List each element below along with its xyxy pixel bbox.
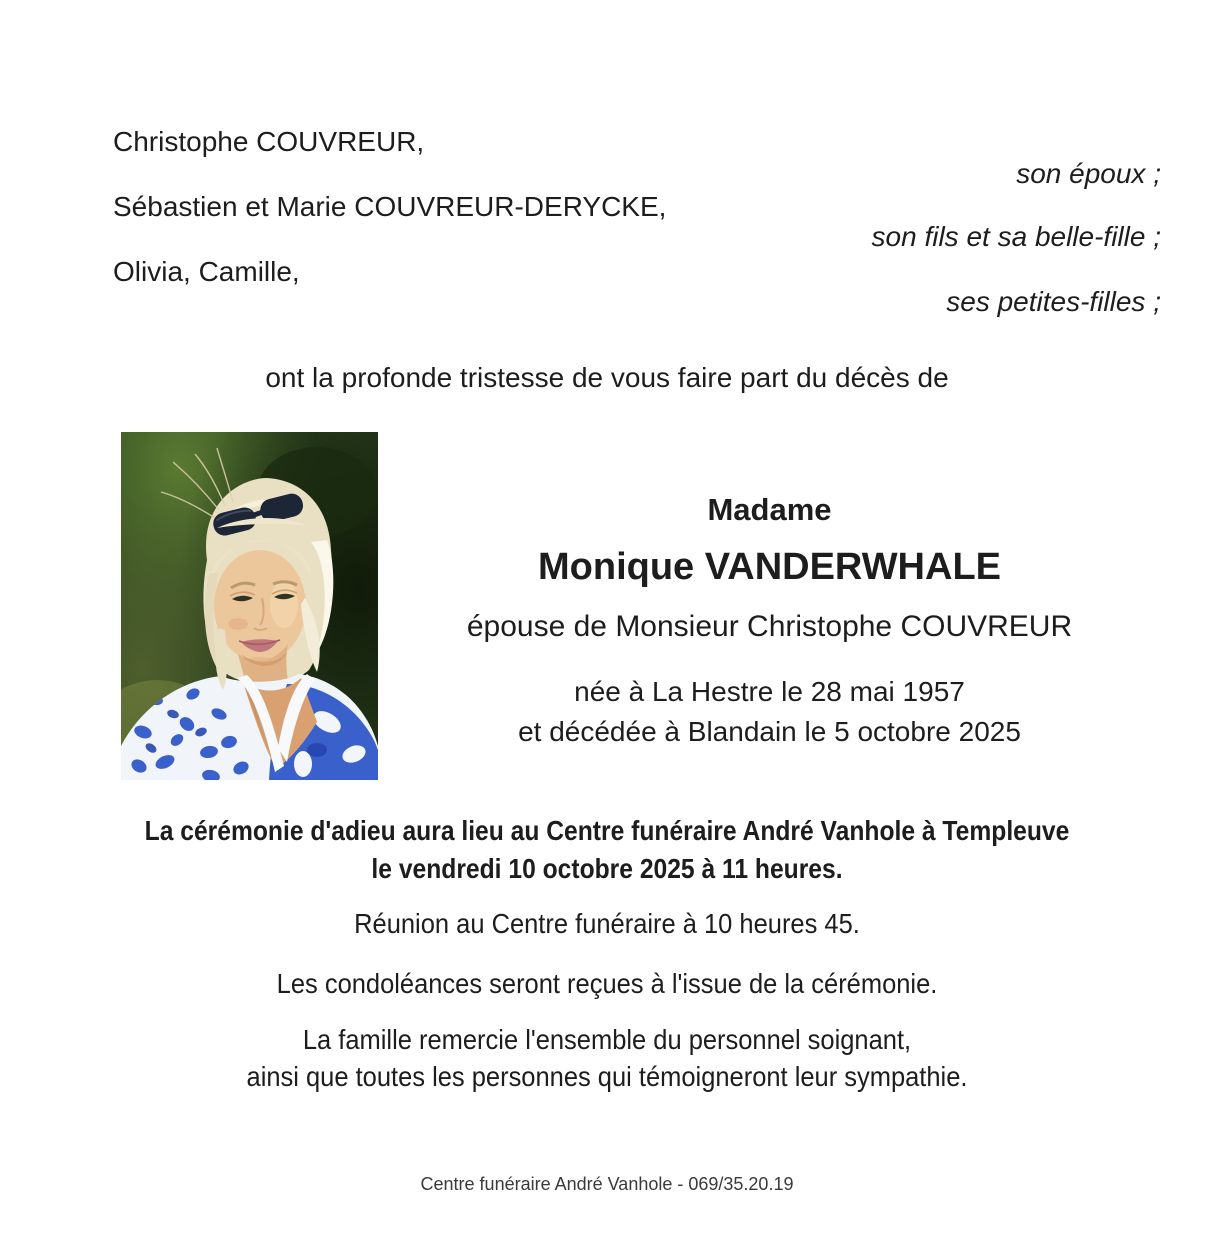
spouse-line: épouse de Monsieur Christophe COUVREUR [466, 610, 1073, 643]
family-member-line: Sébastien et Marie COUVREUR-DERYCKE, [113, 191, 667, 222]
portrait-illustration [121, 432, 378, 780]
ceremony-line-2: le vendredi 10 octobre 2025 à 11 heures. [371, 853, 843, 884]
family-member-line: Christophe COUVREUR, [113, 126, 425, 157]
meeting-line: Réunion au Centre funéraire à 10 heures 45. [354, 908, 860, 939]
deceased-photo [121, 432, 378, 780]
thanks-line-1: La famille remercie l'ensemble du personnel soignant, [302, 1024, 912, 1055]
thanks-block [55, 1021, 1160, 1095]
funeral-home-footer: Centre funéraire André Vanhole - 069/35.20.19 [420, 1174, 794, 1194]
ceremony-line-1: La cérémonie d'adieu aura lieu au Centre funéraire André Vanhole à Templeuve [144, 815, 1070, 846]
condolences-line: Les condoléances seront reçues à l'issue de la cérémonie. [276, 968, 938, 999]
relation-line: son fils et sa belle-fille ; [871, 221, 1161, 252]
relation-line: son époux ; [1016, 158, 1161, 189]
ceremony-block [73, 812, 1141, 888]
deceased-title: Madame [707, 492, 832, 527]
family-member-line: Olivia, Camille, [113, 256, 300, 287]
announcement-line: ont la profonde tristesse de vous faire part du décès de [265, 362, 949, 393]
thanks-line-2: ainsi que toutes les personnes qui témoigneront leur sympathie. [246, 1061, 968, 1092]
birth-line: née à La Hestre le 28 mai 1957 [574, 676, 965, 707]
death-line: et décédée à Blandain le 5 octobre 2025 [518, 716, 1021, 747]
birth-death-block [378, 672, 1161, 752]
deceased-name: Monique VANDERWHALE [537, 546, 1001, 588]
relation-line: ses petites-filles ; [946, 286, 1161, 317]
